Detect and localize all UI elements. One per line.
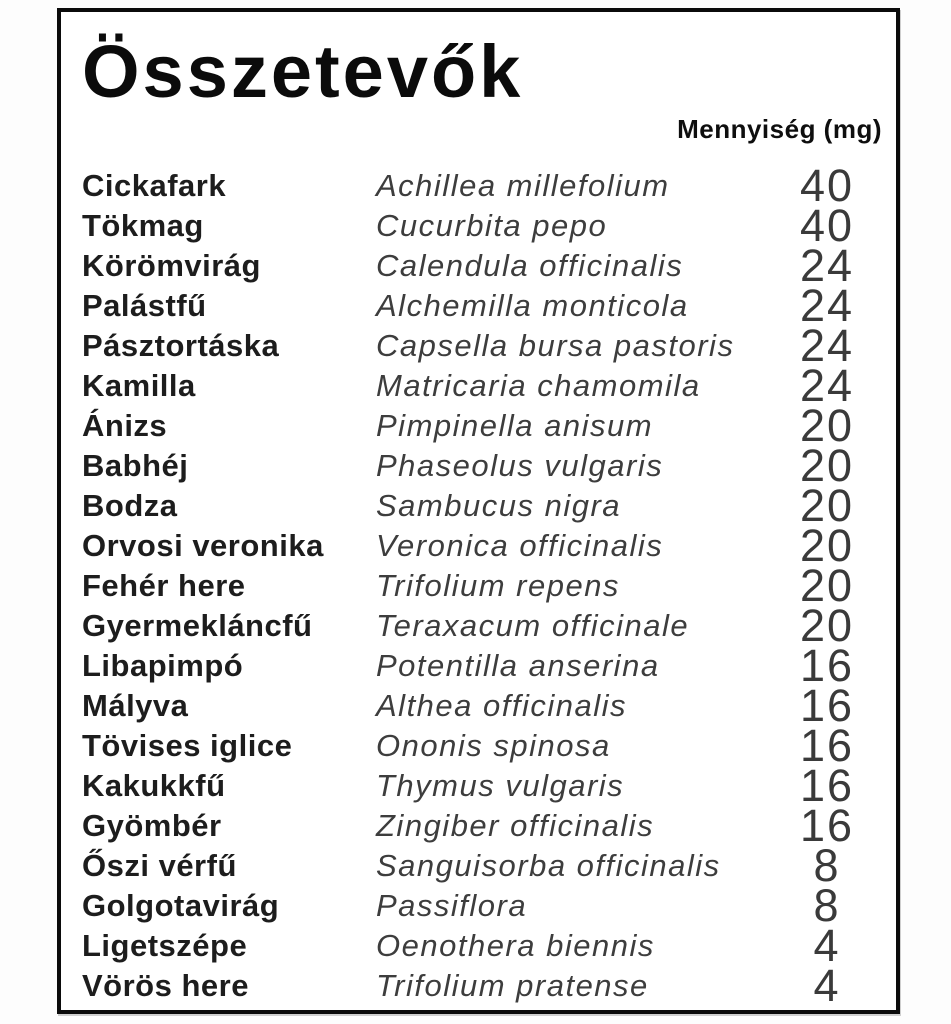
ingredient-name: Gyermekláncfű [82, 608, 313, 643]
ingredient-quantity: 16 [799, 800, 855, 851]
quantity-column-header: Mennyiség (mg) [677, 114, 882, 144]
ingredient-name: Körömvirág [82, 248, 261, 283]
ingredient-quantity: 16 [799, 720, 855, 771]
ingredient-quantity: 16 [799, 680, 855, 731]
table-row [82, 520, 888, 571]
ingredient-latin-name: Passiflora [376, 888, 528, 923]
table-row [82, 640, 888, 691]
table-row [82, 240, 888, 291]
ingredient-quantity: 40 [799, 160, 855, 211]
ingredient-quantity: 40 [799, 200, 855, 251]
ingredient-latin-name: Sanguisorba officinalis [376, 848, 721, 883]
table-row [82, 920, 888, 971]
ingredient-quantity: 24 [799, 320, 855, 371]
ingredient-latin-name: Calendula officinalis [376, 248, 684, 283]
ingredient-latin-name: Cucurbita pepo [376, 208, 608, 243]
table-row [82, 600, 888, 651]
ingredient-latin-name: Veronica officinalis [376, 528, 664, 563]
ingredient-latin-name: Pimpinella anisum [376, 408, 654, 443]
ingredient-name: Libapimpó [82, 648, 244, 683]
ingredient-latin-name: Oenothera biennis [376, 928, 655, 963]
table-row [82, 440, 888, 491]
ingredient-name: Palástfű [82, 288, 207, 323]
table-row [82, 800, 888, 851]
ingredient-name: Gyömbér [82, 808, 222, 843]
ingredient-name: Bodza [82, 488, 178, 523]
ingredient-quantity: 20 [799, 440, 855, 491]
ingredient-quantity: 24 [799, 280, 855, 331]
ingredient-quantity: 24 [799, 360, 855, 411]
ingredient-latin-name: Thymus vulgaris [376, 768, 625, 803]
ingredient-name: Vörös here [82, 968, 249, 1003]
ingredient-name: Golgotavirág [82, 888, 280, 923]
ingredient-quantity: 20 [799, 480, 855, 531]
ingredient-quantity: 8 [813, 840, 841, 891]
ingredient-name: Kamilla [82, 368, 196, 403]
ingredient-quantity: 24 [799, 240, 855, 291]
ingredient-latin-name: Teraxacum officinale [376, 608, 690, 643]
ingredient-latin-name: Trifolium pratense [376, 968, 649, 1003]
table-row [82, 200, 888, 251]
ingredient-quantity: 4 [813, 920, 841, 971]
ingredient-latin-name: Potentilla anserina [376, 648, 660, 683]
ingredient-name: Pásztortáska [82, 328, 280, 363]
ingredient-name: Orvosi veronika [82, 528, 324, 563]
ingredient-quantity: 4 [813, 960, 841, 1011]
table-row [82, 480, 888, 531]
ingredient-latin-name: Ononis spinosa [376, 728, 611, 763]
ingredient-name: Tökmag [82, 208, 204, 243]
page-title: Összetevők [82, 30, 524, 113]
ingredients-table [82, 160, 888, 1011]
ingredient-name: Cickafark [82, 168, 227, 203]
table-row [82, 280, 888, 331]
ingredient-name: Babhéj [82, 448, 189, 483]
ingredient-name: Ligetszépe [82, 928, 248, 963]
table-row [82, 840, 888, 891]
ingredient-latin-name: Sambucus nigra [376, 488, 622, 523]
ingredient-quantity: 20 [799, 400, 855, 451]
ingredient-quantity: 20 [799, 600, 855, 651]
table-row [82, 320, 888, 371]
ingredient-latin-name: Matricaria chamomila [376, 368, 701, 403]
ingredient-name: Ánizs [82, 408, 168, 443]
ingredient-quantity: 20 [799, 560, 855, 611]
ingredient-latin-name: Zingiber officinalis [376, 808, 655, 843]
ingredient-quantity: 16 [799, 640, 855, 691]
ingredient-latin-name: Achillea millefolium [376, 168, 670, 203]
table-row [82, 560, 888, 611]
table-row [82, 720, 888, 771]
table-row [82, 960, 888, 1011]
ingredient-latin-name: Phaseolus vulgaris [376, 448, 664, 483]
table-row [82, 760, 888, 811]
label-frame [57, 8, 900, 1014]
ingredient-name: Tövises iglice [82, 728, 293, 763]
ingredient-name: Fehér here [82, 568, 246, 603]
table-row [82, 680, 888, 731]
ingredient-latin-name: Capsella bursa pastoris [376, 328, 735, 363]
table-row [82, 360, 888, 411]
ingredient-name: Mályva [82, 688, 189, 723]
ingredient-quantity: 8 [813, 880, 841, 931]
ingredient-name: Kakukkfű [82, 768, 226, 803]
ingredient-quantity: 20 [799, 520, 855, 571]
ingredient-latin-name: Althea officinalis [376, 688, 628, 723]
table-row [82, 160, 888, 211]
table-row [82, 880, 888, 931]
ingredient-latin-name: Alchemilla monticola [376, 288, 689, 323]
ingredient-quantity: 16 [799, 760, 855, 811]
ingredient-name: Őszi vérfű [82, 848, 237, 883]
ingredient-latin-name: Trifolium repens [376, 568, 620, 603]
table-row [82, 400, 888, 451]
